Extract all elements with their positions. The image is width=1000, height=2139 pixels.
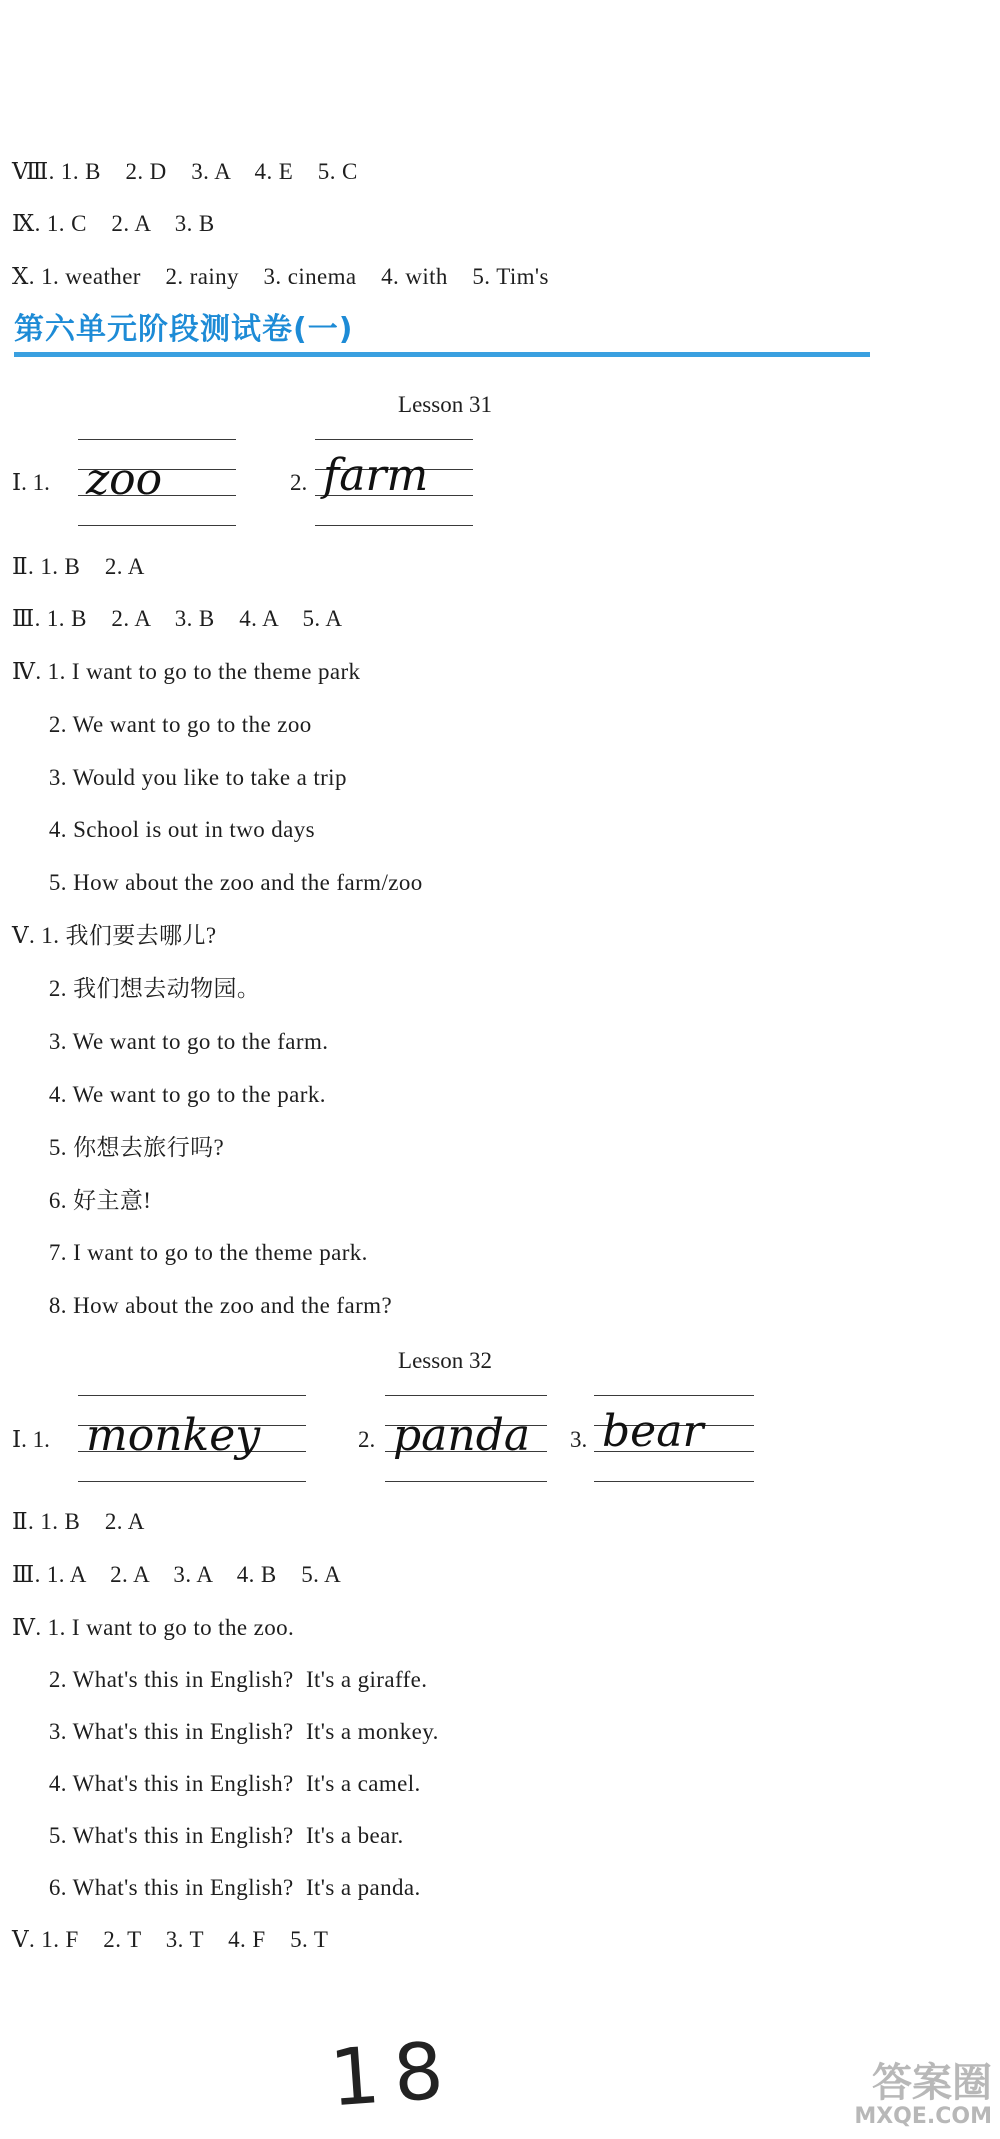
page-number: 18 [327, 2025, 461, 2125]
answer-line: Ⅱ. 1. B 2. A [12, 554, 145, 579]
answer-line: Ⅳ. 1. I want to go to the zoo. [12, 1615, 295, 1640]
section-title-underline [14, 352, 870, 357]
answer-line-ix: Ⅸ. 1. C 2. A 3. B [12, 211, 215, 236]
watermark-logo [854, 2061, 992, 2129]
handwritten-answer: zoo [86, 454, 163, 505]
answer-line: 7. I want to go to the theme park. [12, 1240, 368, 1265]
answer-line: Ⅴ. 1. F 2. T 3. T 4. F 5. T [12, 1927, 329, 1952]
lesson-32-item-i-label: Ⅰ. 1. [12, 1427, 50, 1452]
answer-line-x: Ⅹ. 1. weather 2. rainy 3. cinema 4. with 5. Tim's [12, 264, 549, 289]
answer-line: 6. What's this in English? It's a panda. [12, 1875, 421, 1900]
answer-line: Ⅲ. 1. B 2. A 3. B 4. A 5. A [12, 606, 343, 631]
lesson-32-heading: Lesson 32 [398, 1348, 492, 1373]
answer-line: 5. How about the zoo and the farm/zoo [12, 870, 423, 895]
answer-line: 5. 你想去旅行吗? [12, 1135, 225, 1160]
lesson-31-item-2-label: 2. [290, 470, 308, 495]
handwritten-answer: monkey [86, 1410, 261, 1461]
handwriting-box-farm [315, 436, 473, 528]
lesson-31-item-i-label: Ⅰ. 1. [12, 470, 50, 495]
answer-line-viii: Ⅷ. 1. B 2. D 3. A 4. E 5. C [12, 159, 358, 184]
lesson-31-heading: Lesson 31 [398, 392, 492, 417]
lesson-32-item-3-label: 3. [570, 1427, 588, 1452]
answer-line: 2. 我们想去动物园。 [12, 976, 261, 1001]
answer-line: 8. How about the zoo and the farm? [12, 1293, 393, 1318]
section-title: 第六单元阶段测试卷(一) [14, 312, 354, 347]
answer-line: 4. School is out in two days [12, 817, 316, 842]
handwriting-box-bear [594, 1392, 754, 1484]
answer-line: Ⅳ. 1. I want to go to the theme park [12, 659, 361, 684]
handwritten-answer: bear [602, 1406, 704, 1457]
watermark-text: 答案圈 [872, 2060, 992, 2106]
answer-line: 6. 好主意! [12, 1188, 152, 1213]
lesson-32-item-2-label: 2. [358, 1427, 376, 1452]
answer-line: 3. Would you like to take a trip [12, 765, 347, 790]
answer-line: 4. We want to go to the park. [12, 1082, 326, 1107]
answer-line: 4. What's this in English? It's a camel. [12, 1771, 421, 1796]
answer-line: 3. We want to go to the farm. [12, 1029, 329, 1054]
handwriting-box-zoo [78, 436, 236, 528]
answer-line: Ⅱ. 1. B 2. A [12, 1509, 145, 1534]
handwritten-answer: panda [393, 1410, 531, 1461]
answer-line: Ⅲ. 1. A 2. A 3. A 4. B 5. A [12, 1562, 342, 1587]
handwriting-box-panda [385, 1392, 547, 1484]
watermark-url: MXQE.COM [854, 2104, 992, 2129]
handwriting-box-monkey [78, 1392, 306, 1484]
answer-line: Ⅴ. 1. 我们要去哪儿? [12, 923, 217, 948]
answer-line: 2. We want to go to the zoo [12, 712, 312, 737]
answer-line: 5. What's this in English? It's a bear. [12, 1823, 404, 1848]
answer-line: 3. What's this in English? It's a monkey. [12, 1719, 439, 1744]
handwritten-answer: farm [323, 450, 429, 501]
answer-line: 2. What's this in English? It's a giraffe. [12, 1667, 428, 1692]
